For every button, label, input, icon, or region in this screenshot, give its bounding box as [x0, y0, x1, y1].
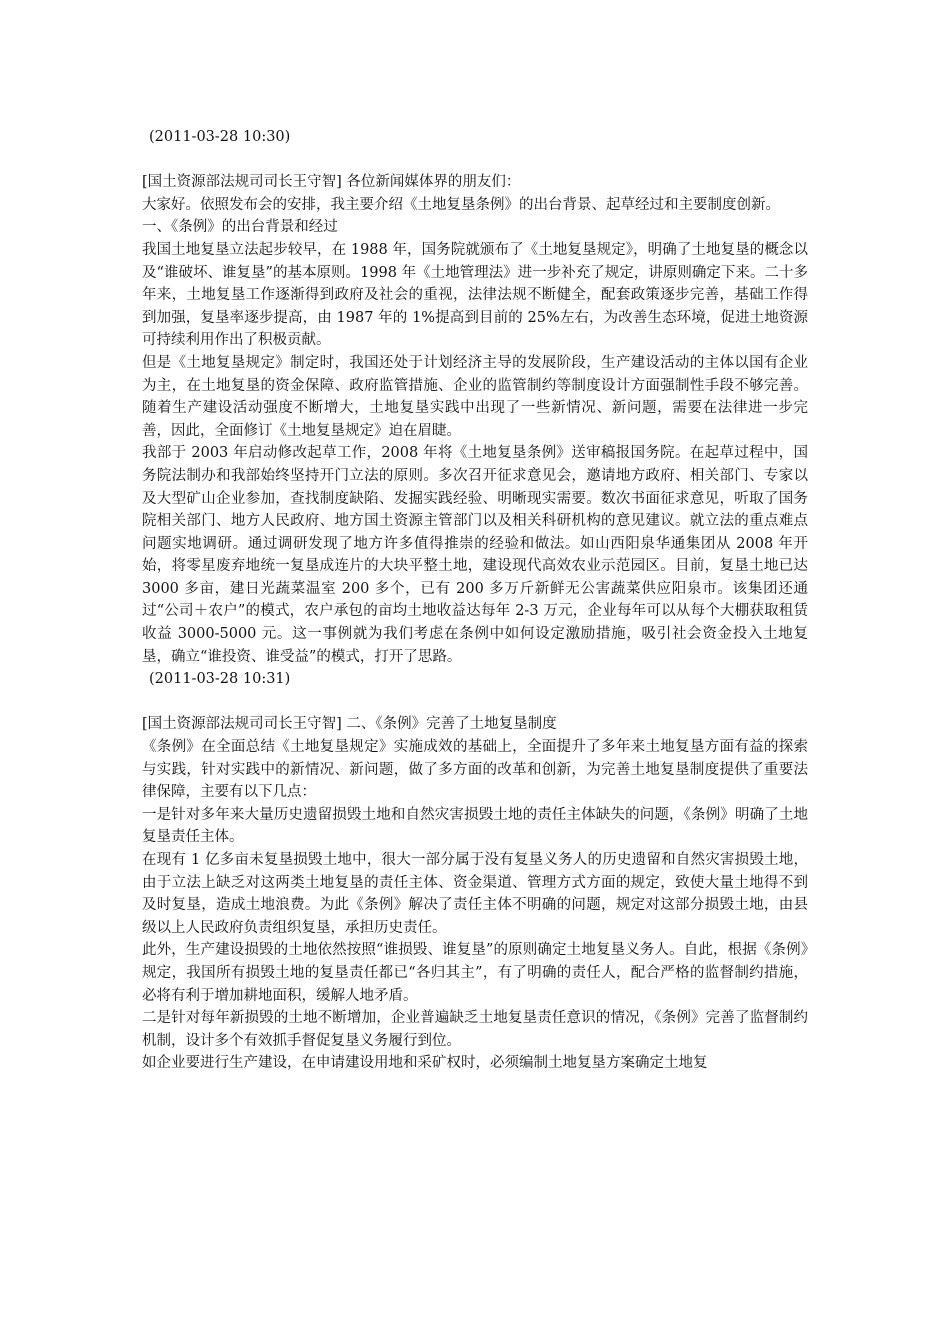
speaker-line: [国土资源部法规司司长王守智] 各位新闻媒体界的朋友们：	[142, 174, 521, 191]
paragraph: 二是针对每年新损毁的土地不断增加，企业普遍缺乏土地复垦责任意识的情况，《条例》完善了监督制约机制，设计多个有效抓手督促复垦义务履行到位。	[142, 1010, 808, 1049]
blank-line	[142, 149, 808, 172]
section-1	[142, 126, 808, 668]
paragraph: 但是《土地复垦规定》制定时，我国还处于计划经济主导的发展阶段，生产建设活动的主体以国有企业为主，在土地复垦的资金保障、政府监管措施、企业的监管制约等制度设计方面强制性手段不够完善。随着生产建设活动强度不断增大，土地复垦实践中出现了一些新情况、新问题，需要在法律进一步完善，因此，全面修订《土地复垦规定》迫在眉睫。	[142, 354, 808, 439]
speaker-line: [国土资源部法规司司长王守智] 二、《条例》完善了土地复垦制度	[142, 716, 557, 733]
blank-line	[142, 691, 808, 714]
paragraph: 大家好。依照发布会的安排，我主要介绍《土地复垦条例》的出台背景、起草经过和主要制度创新。	[142, 196, 780, 213]
paragraph: 在现有 1 亿多亩未复垦损毁土地中，很大一部分属于没有复垦义务人的历史遗留和自然灾害损毁土地，由于立法上缺乏对这两类土地复垦的责任主体、资金渠道、管理方式方面的规定，致使大量土地得不到及时复垦，造成土地浪费。为此《条例》解决了责任主体不明确的问题，规定对这部分损毁土地，由县级以上人民政府负责组织复垦，承担历史责任。	[142, 852, 808, 936]
paragraph: 如企业要进行生产建设，在申请建设用地和采矿权时，必须编制土地复垦方案确定土地复	[142, 1055, 708, 1072]
paragraph: 一是针对多年来大量历史遗留损毁土地和自然灾害损毁土地的责任主体缺失的问题，《条例》明确了土地复垦责任主体。	[142, 806, 808, 846]
section-heading: 一、《条例》的出台背景和经过	[142, 219, 338, 236]
section-2	[142, 668, 808, 1075]
paragraph: 我国土地复垦立法起步较早，在 1988 年，国务院就颁布了《土地复垦规定》，明确了土地复垦的概念以及“谁破坏、谁复垦”的基本原则。1998 年《土地管理法》进一步补充了规定，讲原则确定下来。二十多年来，土地复垦工作逐渐得到政府及社会的重视，法律法规不断健全，配套政策逐步完善，基础工作得到加强，复垦率逐步提高，由 1987 年的 1%提高到目前的 25%左右，为改善生态环境，促进土地资源可持续利用作出了积极贡献。	[142, 241, 808, 349]
paragraph: 《条例》在全面总结《土地复垦规定》实施成效的基础上，全面提升了多年来土地复垦方面有益的探索与实践，针对实践中的新情况、新问题，做了多方面的改革和创新，为完善土地复垦制度提供了重要法律保障，主要有以下几点：	[142, 739, 808, 801]
timestamp: (2011-03-28 10:31)	[149, 671, 291, 688]
paragraph: 我部于 2003 年启动修改起草工作，2008 年将《土地复垦条例》送审稿报国务院。在起草过程中，国务院法制办和我部始终坚持开门立法的原则。多次召开征求意见会，邀请地方政府、相关部门、专家以及大型矿山企业参加，查找制度缺陷、发掘实践经验、明晰现实需要。数次书面征求意见，听取了国务院相关部门、地方人民政府、地方国土资源主管部门以及相关科研机构的意见建议。就立法的重点难点问题实地调研。通过调研发现了地方许多值得推崇的经验和做法。如山西阳泉华通集团从 2008 年开始，将零星废弃地统一复垦成连片的大块平整土地，建设现代高效农业示范园区。目前，复垦土地已达 3000 多亩，建日光蔬菜温室 200 多个，已有 200 多万斤新鲜无公害蔬菜供应阳泉市。该集团还通过“公司＋农户”的模式，农户承包的亩均土地收益达每年 2-3 万元，企业每年可以从每个大棚获取租赁收益 3000-5000 元。这一事例就为我们考虑在条例中如何设定激励措施，吸引社会资金投入土地复垦，确立“谁投资、谁受益”的模式，打开了思路。	[142, 445, 808, 665]
timestamp: (2011-03-28 10:30)	[149, 129, 291, 145]
paragraph: 此外，生产建设损毁的土地依然按照“谁损毁、谁复垦”的原则确定土地复垦义务人。自此，根据《条例》规定，我国所有损毁土地的复垦责任都已“各归其主”，有了明确的责任人，配合严格的监督制约措施，必将有利于增加耕地面积，缓解人地矛盾。	[142, 942, 808, 1004]
